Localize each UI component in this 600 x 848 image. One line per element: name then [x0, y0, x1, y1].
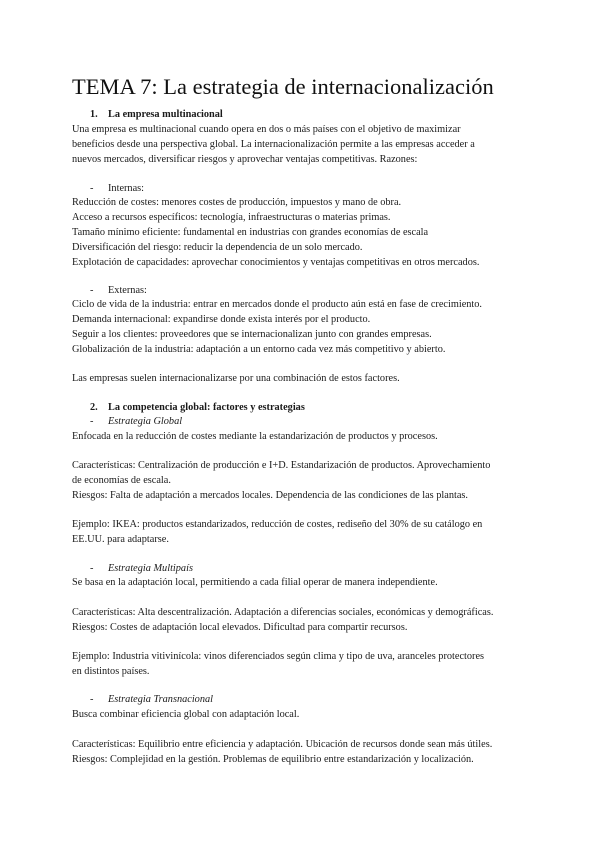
bullet-dash: -: [90, 416, 94, 427]
list-item: Diversificación del riesgo: reducir la dependencia de un solo mercado.: [72, 242, 363, 253]
section-number: 1.: [90, 109, 98, 120]
bullet-dash: -: [90, 183, 94, 194]
bullet-estrategia-global: [90, 414, 182, 429]
paragraph-line: Características: Alta descentralización. Adaptación a diferencias sociales, económicas y demográficas.: [72, 607, 494, 618]
bullet-dash: -: [90, 694, 94, 705]
section-heading-1: [90, 107, 223, 122]
bullet-label: Estrategia Global: [108, 416, 183, 427]
paragraph-line: Una empresa es multinacional cuando opera en dos o más países con el objetivo de maximizar: [72, 124, 461, 135]
paragraph-line: Riesgos: Complejidad en la gestión. Problemas de equilibrio entre estandarización y localización.: [72, 754, 474, 765]
paragraph-line: Enfocada en la reducción de costes mediante la estandarización de productos y procesos.: [72, 431, 438, 442]
list-item: Acceso a recursos específicos: tecnología, infraestructuras o materias primas.: [72, 212, 391, 223]
paragraph-line: Las empresas suelen internacionalizarse por una combinación de estos factores.: [72, 373, 400, 384]
paragraph-line: Características: Equilibrio entre eficiencia y adaptación. Ubicación de recursos donde sean más útiles.: [72, 739, 493, 750]
paragraph-line: Riesgos: Costes de adaptación local elevados. Dificultad para compartir recursos.: [72, 622, 408, 633]
list-item: Demanda internacional: expandirse donde exista interés por el producto.: [72, 314, 371, 325]
paragraph-line: en distintos países.: [72, 666, 150, 677]
paragraph-line: Ejemplo: Industria vitivinícola: vinos diferenciados según clima y tipo de uva, aranceles protectores: [72, 651, 485, 662]
document-title: TEMA 7: La estrategia de internacionalización: [72, 74, 494, 99]
section-heading-2: [90, 400, 305, 415]
bullet-estrategia-transnacional: [90, 692, 213, 707]
list-item: Seguir a los clientes: proveedores que se internacionalizan junto con grandes empresas.: [72, 329, 432, 340]
bullet-label: Internas:: [108, 183, 145, 194]
bullet-dash: -: [90, 285, 94, 296]
list-item: Explotación de capacidades: aprovechar conocimientos y ventajas competitivas en otros mercados.: [72, 257, 480, 268]
paragraph-line: Características: Centralización de producción e I+D. Estandarización de productos. Aprovechamiento: [72, 460, 491, 471]
bullet-estrategia-multipais: [90, 561, 193, 576]
bullet-label: Estrategia Transnacional: [108, 694, 213, 705]
list-item: Tamaño mínimo eficiente: fundamental en industrias con grandes economías de escala: [72, 227, 429, 238]
list-item: Ciclo de vida de la industria: entrar en mercados donde el producto aún está en fase de crecimiento.: [72, 299, 482, 310]
bullet-dash: -: [90, 563, 94, 574]
list-item: Globalización de la industria: adaptación a un entorno cada vez más competitivo y abierto.: [72, 344, 446, 355]
paragraph-line: Se basa en la adaptación local, permitiendo a cada filial operar de manera independiente.: [72, 577, 438, 588]
bullet-internas: [90, 181, 144, 196]
paragraph-line: nuevos mercados, diversificar riesgos y aprovechar ventajas competitivas. Razones:: [72, 154, 418, 165]
section-title: La competencia global: factores y estrategias: [108, 402, 305, 413]
paragraph-line: beneficios desde una perspectiva global. La internacionalización permite a las empresas acceder a: [72, 139, 475, 150]
section-number: 2.: [90, 402, 98, 413]
paragraph-line: Busca combinar eficiencia global con adaptación local.: [72, 709, 300, 720]
bullet-externas: [90, 283, 147, 298]
bullet-label: Estrategia Multipaís: [108, 563, 193, 574]
paragraph-line: EE.UU. para adaptarse.: [72, 534, 169, 545]
paragraph-line: de economías de escala.: [72, 475, 171, 486]
list-item: Reducción de costes: menores costes de producción, impuestos y mano de obra.: [72, 197, 402, 208]
section-title: La empresa multinacional: [108, 109, 223, 120]
paragraph-line: Riesgos: Falta de adaptación a mercados locales. Dependencia de las condiciones de las plantas.: [72, 490, 469, 501]
paragraph-line: Ejemplo: IKEA: productos estandarizados, reducción de costes, rediseño del 30% de su catálogo en: [72, 519, 483, 530]
bullet-label: Externas:: [108, 285, 147, 296]
